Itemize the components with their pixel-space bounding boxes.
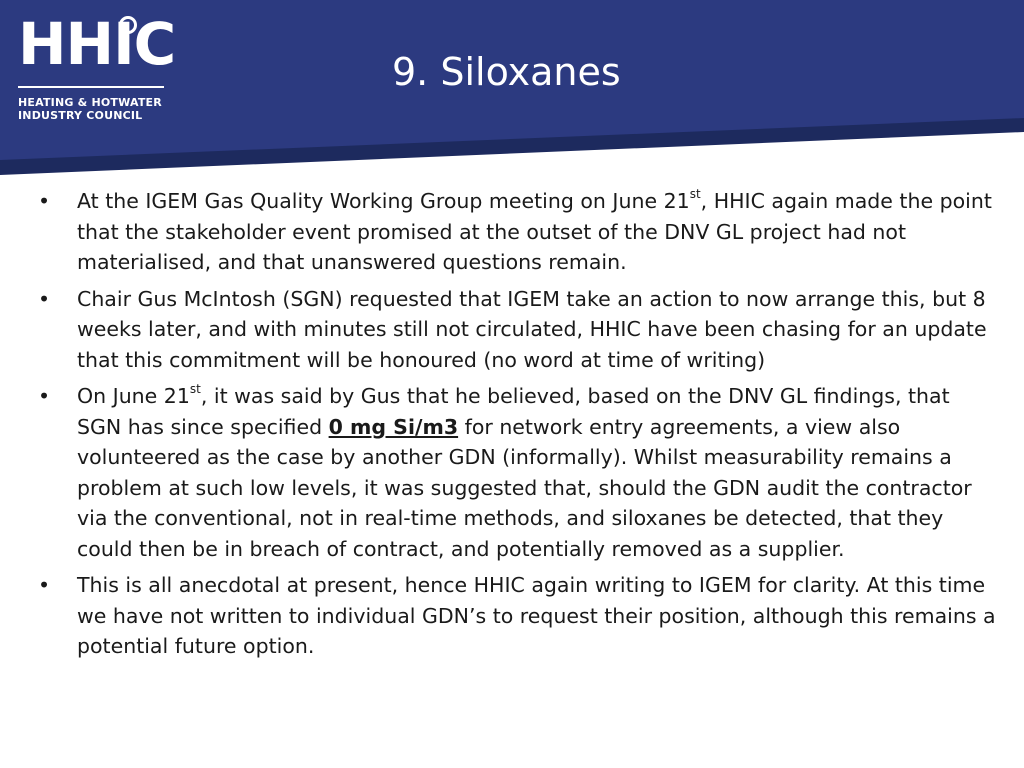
hhic-logo: [18, 10, 176, 122]
logo-divider: [18, 86, 164, 88]
logo-subtitle-line-1: HEATING & HOTWATER: [18, 96, 162, 109]
logo-wordmark: HHIC: [18, 10, 176, 78]
logo-subtitle-line-2: INDUSTRY COUNCIL: [18, 109, 143, 122]
logo-subtitle: [18, 96, 175, 122]
slide-header: [0, 0, 1024, 175]
bullet-item-3: • On June 21st, it was said by Gus that he believed, based on the DNV GL findings, that SGN has since specified 0 mg Si/m3 for network entry agreements, a view also volunteered as the case by another GDN (informally). Whilst measurability remains a problem at such low levels, it was suggested that, should the GDN audit the contractor via the conventional, not in real-time methods, and siloxanes be detected, that they could then be in breach of contract, and potentially removed as a supplier.: [38, 382, 972, 561]
bullet-dot: •: [38, 286, 51, 311]
bullet-item-1: • At the IGEM Gas Quality Working Group meeting on June 21st, HHIC again made the point that the stakeholder event promised at the outset of the DNV GL project had not materialised, and that unanswered questions remain.: [38, 187, 992, 274]
slide-title: 9. Siloxanes: [392, 50, 621, 94]
siloxane-limit-emphasis: 0 mg Si/m3: [328, 414, 459, 439]
bullet-item-4: • This is all anecdotal at present, hence HHIC again writing to IGEM for clarity. At this time we have not written to individual GDN’s to request their position, although this remains a potential future option.: [36, 570, 996, 662]
bullet-list: [36, 186, 996, 668]
logo-ring-icon: [119, 16, 137, 34]
bullet-dot: •: [38, 189, 51, 213]
bullet-dot: •: [38, 573, 51, 597]
bullet-item-2: • Chair Gus McIntosh (SGN) requested that IGEM take an action to now arrange this, but 8 weeks later, and with minutes still not circulated, HHIC have been chasing for an update that this commitment will be honoured (no word at time of writing): [36, 284, 996, 376]
bullet-dot: •: [38, 384, 51, 408]
